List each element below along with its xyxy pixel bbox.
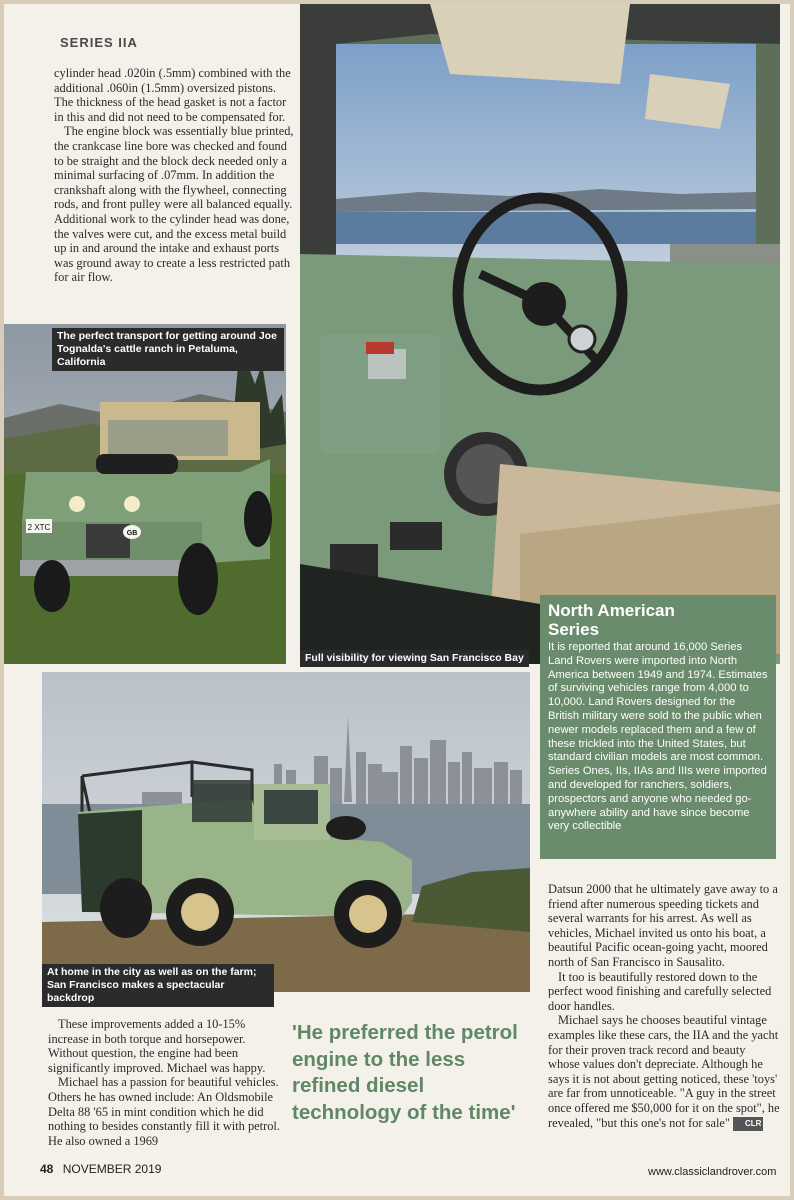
caption-interior: Full visibility for viewing San Francisco Bay: [300, 650, 529, 667]
page-number: 48: [40, 1162, 54, 1176]
column-top-left: [54, 66, 294, 285]
paragraph: Michael has a passion for beautiful vehicles. Others he has owned include: An Oldsmobile Delta 88 '65 in mint condition which he did nothing to besides constantly fill it with petrol. He also owned a 1969: [48, 1075, 280, 1148]
section-label: SERIES IIA: [60, 35, 138, 50]
paragraph-text: Michael says he chooses beautiful vintage examples like these cars, the IIA and the yacht for their proven track record and beauty whose values don't depreciate. Although he says it is not about getting noticed, these 'toys' are far from unnoticeable. "A guy in the street once offered me $50,000 for it on the spot", he revealed, "but this one's not for sale": [548, 1013, 780, 1130]
issue-date: NOVEMBER 2019: [62, 1162, 162, 1176]
end-mark: CLR: [733, 1117, 763, 1132]
sidebar-title-line: North American: [548, 601, 675, 620]
paragraph: The engine block was essentially blue printed, the crankcase line bore was checked and found to be straight and the block deck needed only a minimal surfacing of .07mm. In addition the crankshaft along with the flywheel, connecting rods, and front pulley were all balanced equally. Additional work to the cylinder head was done, the valves were cut, and the excess metal build up in and around the intake and exhaust ports was ground away to create a less restricted path for air flow.: [54, 124, 294, 285]
magazine-page: [4, 4, 790, 1196]
website-url: www.classiclandrover.com: [648, 1166, 777, 1178]
paragraph: [548, 1013, 780, 1131]
paragraph: cylinder head .020in (.5mm) combined with the additional .060in (1.5mm) oversized pistons. The thickness of the head gasket is not a factor in this and did not need to be compensated for.: [54, 66, 291, 124]
paragraph: It too is beautifully restored down to the perfect wood finishing and carefully selected door handles.: [548, 969, 772, 1013]
pull-quote: 'He preferred the petrol engine to the less refined diesel technology of the time': [292, 1021, 518, 1124]
sidebar-title-line: Series: [548, 620, 600, 639]
column-bottom-left: [48, 1017, 280, 1148]
sidebar-body: It is reported that around 16,000 Series Land Rovers were imported into North America between 1949 and 1974. Estimates of surviving vehicles range from 4,000 to 10,000. Land Rovers designed for the British military were sold to the public when newer models replaced them and a few of these trickled into the United States, but standard civilian models are most common. Series Ones, IIs, IIAs and IIIs were imported and developed for ranchers, soldiers, prospectors and anyone who needed go-anywhere ability and have since become very collectible: [548, 641, 768, 833]
plate-text: 2 XTC: [27, 523, 51, 532]
photo-ranch-landrover: [4, 324, 286, 664]
paragraph: These improvements added a 10-15% increase in both torque and horsepower. Without question, the engine had been significantly improved. Michael was happy.: [48, 1017, 266, 1075]
folio: [40, 1162, 161, 1176]
column-bottom-right: [548, 882, 780, 1131]
sidebar-title: [540, 595, 776, 639]
photo-interior-dashboard: [300, 4, 780, 664]
gb-badge-text: GB: [126, 530, 138, 537]
sidebar-north-american-series: [540, 595, 776, 859]
caption-city: At home in the city as well as on the farm; San Francisco makes a spectacular backdrop: [42, 964, 274, 1007]
photo-city-landrover: [42, 672, 530, 992]
caption-ranch: The perfect transport for getting around Joe Tognalda's cattle ranch in Petaluma, California: [52, 328, 284, 371]
paragraph: Datsun 2000 that he ultimately gave away to a friend after numerous speeding tickets and several warrants for his arrest. As well as vehicles, Michael invited us onto his boat, a beautiful Pacific ocean-going yacht, moored north of San Francisco in Sausalito.: [548, 882, 778, 969]
